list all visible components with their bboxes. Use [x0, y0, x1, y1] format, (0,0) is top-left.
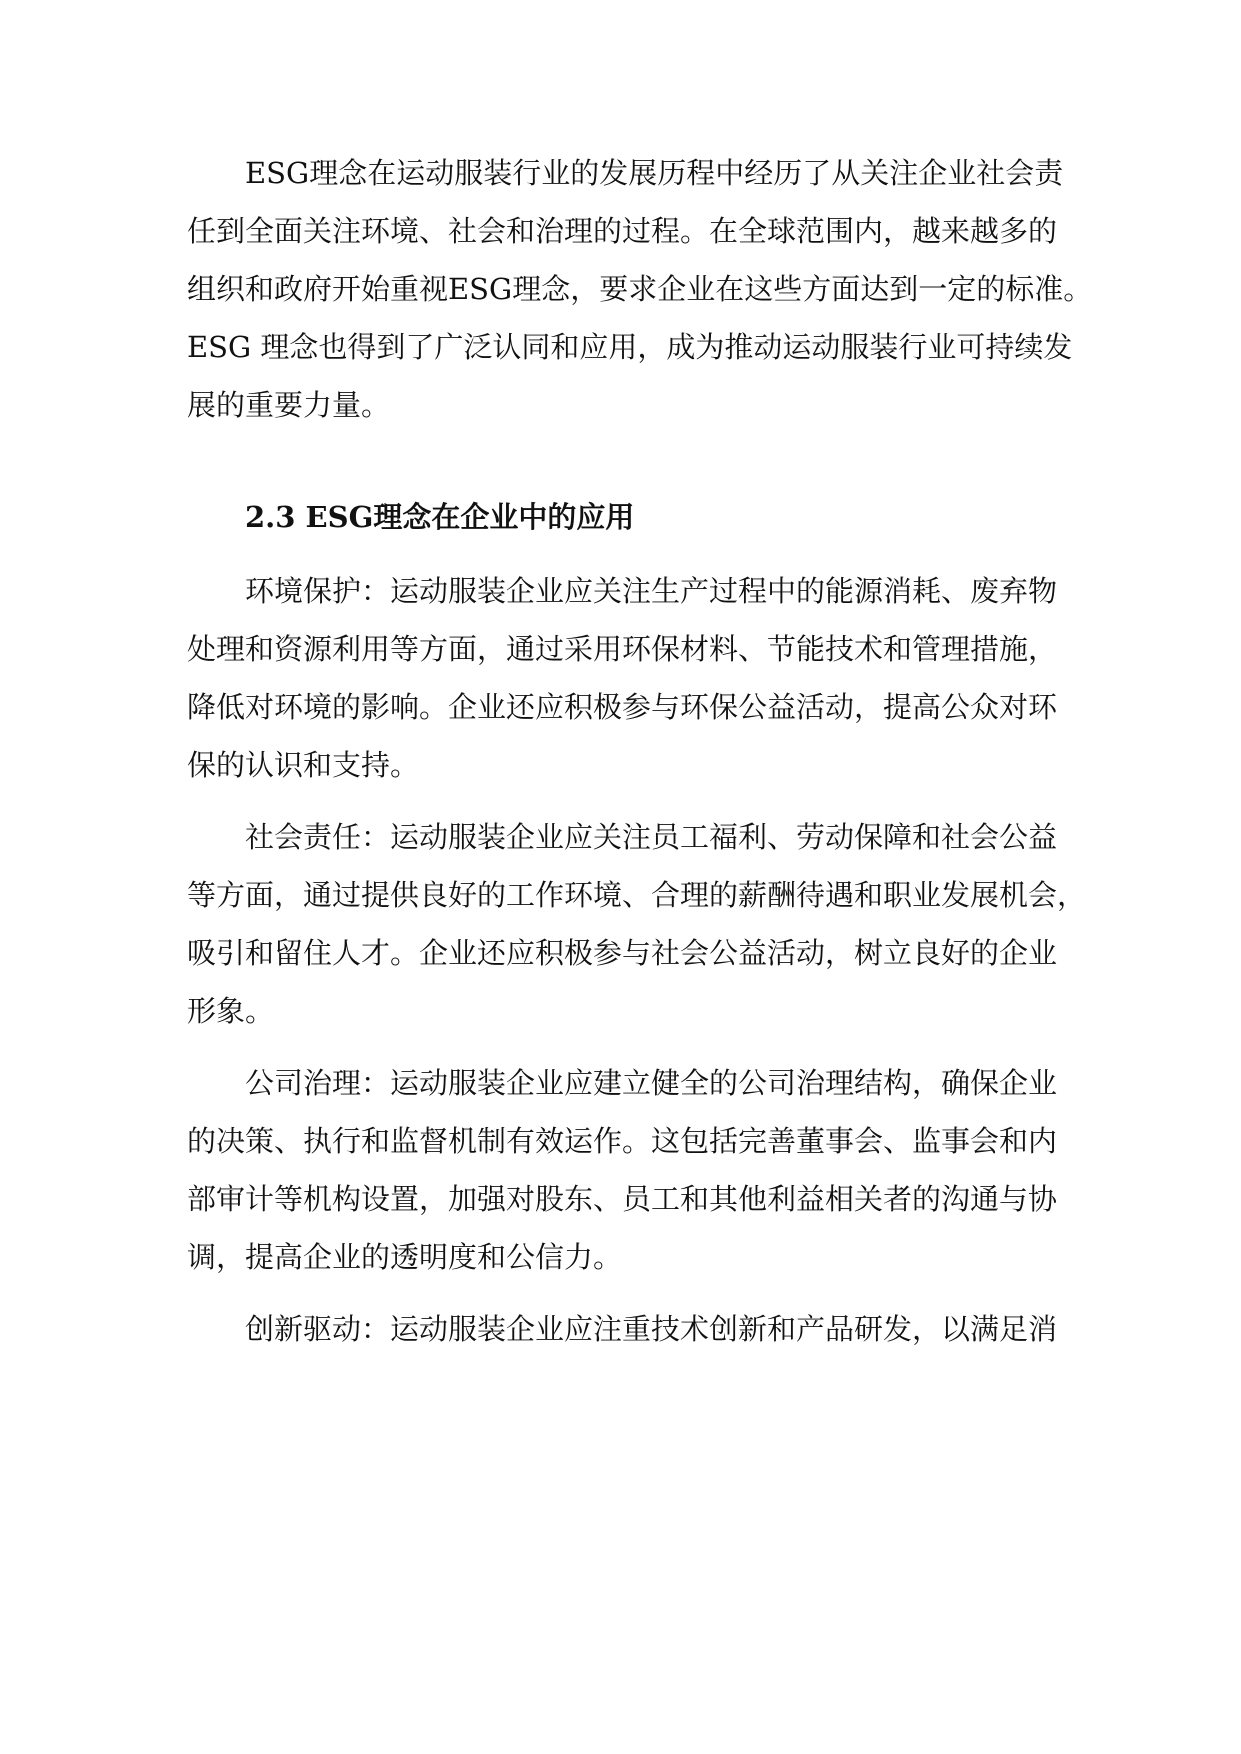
section-spacer: [187, 448, 1049, 488]
paragraph-esg-history: [187, 144, 1093, 434]
paragraph-innovation: [187, 1300, 1058, 1358]
paragraph-environment: [187, 562, 1058, 794]
paragraph-line: 任到全面关注环境、社会和治理的过程。在全球范围内，越来越多的: [187, 214, 1058, 248]
paragraph-line: 降低对环境的影响。企业还应积极参与环保公益活动，提高公众对环: [187, 690, 1058, 724]
paragraph-line: 的决策、执行和监督机制有效运作。这包括完善董事会、监事会和内: [187, 1124, 1058, 1158]
paragraph-line-last: 保的认识和支持。: [187, 748, 420, 782]
paragraph-line: 处理和资源利用等方面，通过采用环保材料、节能技术和管理措施，: [187, 632, 1058, 666]
paragraph-line: 创新驱动：运动服装企业应注重技术创新和产品研发，以满足消: [245, 1312, 1058, 1346]
paragraph-line: ESG 理念也得到了广泛认同和应用，成为推动运动服装行业可持续发: [187, 330, 1073, 364]
paragraph-governance: [187, 1054, 1058, 1286]
paragraph-line: ESG理念在运动服装行业的发展历程中经历了从关注企业社会责: [245, 156, 1064, 190]
paragraph-line: 环境保护：运动服装企业应关注生产过程中的能源消耗、废弃物: [245, 574, 1058, 608]
paragraph-line-last: 展的重要力量。: [187, 388, 391, 422]
paragraph-line: 组织和政府开始重视ESG理念，要求企业在这些方面达到一定的标准。: [187, 272, 1093, 306]
paragraph-line-last: 形象。: [187, 994, 275, 1028]
paragraph-line: 等方面，通过提供良好的工作环境、合理的薪酬待遇和职业发展机会，: [187, 878, 1087, 912]
paragraph-line: 吸引和留住人才。企业还应积极参与社会公益活动，树立良好的企业: [187, 936, 1058, 970]
paragraph-line: 公司治理：运动服装企业应建立健全的公司治理结构，确保企业: [245, 1066, 1058, 1100]
paragraph-line: 社会责任：运动服装企业应关注员工福利、劳动保障和社会公益: [245, 820, 1058, 854]
paragraph-line-last: 调，提高企业的透明度和公信力。: [187, 1240, 623, 1274]
paragraph-line: 部审计等机构设置，加强对股东、员工和其他利益相关者的沟通与协: [187, 1182, 1058, 1216]
section-heading: 2.3 ESG理念在企业中的应用: [245, 500, 635, 534]
paragraph-social: [187, 808, 1087, 1040]
document-body: [187, 144, 1093, 1372]
